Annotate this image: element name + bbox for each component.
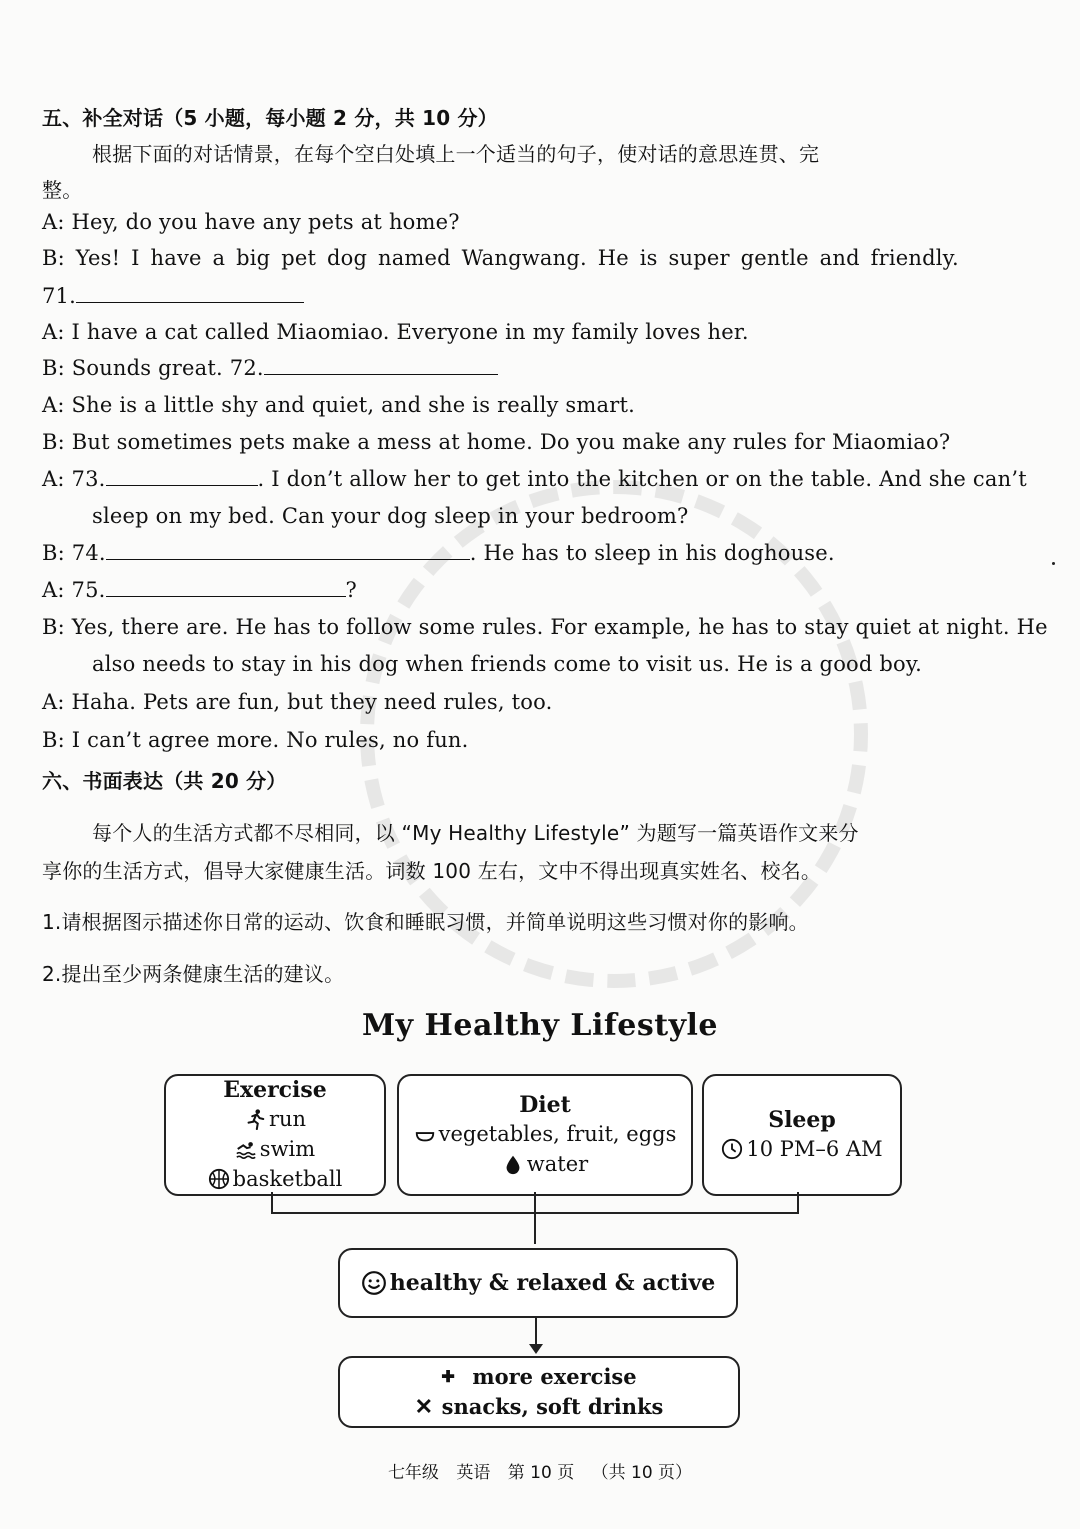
section6-heading: 六、书面表达（共 20 分） [42, 769, 287, 793]
blank-71-row [42, 284, 304, 308]
clock-icon [721, 1138, 743, 1160]
exercise-heading: Exercise [223, 1077, 327, 1103]
footer-subject: 英语 [456, 1463, 491, 1483]
exercise-box [164, 1074, 386, 1196]
water-drop-icon [502, 1153, 524, 1175]
section6-paragraph-1: 每个人的生活方式都不尽相同，以 “My Healthy Lifestyle” 为题写一篇英语作文来分 [92, 821, 859, 845]
connector-diet [534, 1192, 536, 1214]
diet-heading: Diet [519, 1092, 571, 1118]
requirement-1: 1.请根据图示描述你日常的运动、饮食和睡眠习惯，并简单说明这些习惯对你的影响。 [42, 910, 809, 934]
dialogue-line-2: B: Yes! I have a big pet dog named Wangwang. He is super gentle and friendly. [42, 246, 959, 270]
dialogue-line-8-rest: . I don’t allow her to get into the kitchen or on the table. And she can’t [257, 467, 1027, 491]
dialogue-line-14: A: Haha. Pets are fun, but they need rules, too. [42, 690, 553, 714]
advice-box [338, 1356, 740, 1428]
dialogue-line-15: B: I can’t agree more. No rules, no fun. [42, 728, 469, 752]
result-item [361, 1268, 716, 1298]
result-box [338, 1248, 738, 1318]
blank-75-number: A: 75. [42, 578, 106, 602]
exercise-basketball-label: basketball [232, 1167, 343, 1191]
dialogue-line-5: B: Sounds great. 72. [42, 356, 264, 380]
bowl-icon [414, 1123, 436, 1145]
exercise-swim-label: swim [259, 1137, 316, 1161]
advice-minus-item [415, 1392, 664, 1422]
diagram-title: My Healthy Lifestyle [361, 1008, 719, 1043]
plus-icon: ✚ [441, 1367, 455, 1386]
footer-grade: 七年级 [387, 1463, 439, 1483]
sleep-time-label: 10 PM–6 AM [746, 1137, 883, 1161]
blank-71-line[interactable] [76, 284, 304, 303]
page-footer [0, 1458, 1080, 1483]
blank-71-number: 71. [42, 284, 76, 308]
dialogue-line-13: also needs to stay in his dog when friends come to visit us. He is a good boy. [92, 652, 923, 676]
exercise-item-run [244, 1104, 306, 1134]
blank-74-line[interactable] [106, 541, 470, 560]
dialogue-line-12: B: Yes, there are. He has to follow some rules. For example, he has to stay quiet at night. He [42, 615, 1048, 639]
basketball-icon [208, 1168, 230, 1190]
advice-plus-item [441, 1362, 636, 1392]
blank-72-row [42, 356, 498, 380]
smiley-icon [361, 1270, 387, 1296]
dialogue-line-1: A: Hey, do you have any pets at home? [42, 210, 460, 234]
running-icon [244, 1108, 266, 1130]
connector-sleep [797, 1192, 799, 1214]
diet-box [397, 1074, 693, 1196]
connector-down-1 [534, 1212, 536, 1244]
advice-minus-label: snacks, soft drinks [441, 1394, 664, 1419]
diet-item-food [414, 1119, 677, 1149]
sleep-heading: Sleep [768, 1107, 836, 1133]
requirement-2: 2.提出至少两条健康生活的建议。 [42, 962, 345, 986]
dialogue-line-9: sleep on my bed. Can your dog sleep in your bedroom? [92, 504, 689, 528]
blank-74-row [42, 541, 835, 565]
sleep-item-time [721, 1134, 882, 1164]
swimming-icon [235, 1138, 257, 1160]
section5-instruction-2: 整。 [42, 178, 83, 202]
blank-74-number: B: 74. [42, 541, 106, 565]
exercise-item-swim [235, 1134, 315, 1164]
blank-73-row [42, 467, 1027, 491]
blank-75-line[interactable] [106, 578, 346, 597]
blank-75-question-mark: ? [345, 578, 357, 602]
blank-73-number: A: 73. [42, 467, 106, 491]
cross-icon: ✕ [414, 1394, 434, 1420]
advice-plus-label: more exercise [472, 1364, 637, 1389]
dialogue-line-7: B: But sometimes pets make a mess at home. Do you make any rules for Miaomiao? [42, 430, 951, 454]
diet-item-water [502, 1149, 588, 1179]
diet-water-label: water [526, 1152, 589, 1176]
dialogue-line-6: A: She is a little shy and quiet, and she is really smart. [42, 393, 635, 417]
dialogue-line-4: A: I have a cat called Miaomiao. Everyone in my family loves her. [42, 320, 749, 344]
dialogue-line-10-rest: . He has to sleep in his doghouse. [469, 541, 835, 565]
section5-heading: 五、补全对话（5 小题，每小题 2 分，共 10 分） [42, 106, 498, 130]
blank-73-line[interactable] [106, 467, 258, 486]
arrow-down-icon [529, 1344, 543, 1354]
connector-exercise [271, 1192, 273, 1214]
footer-total: （共 10 页） [591, 1463, 693, 1483]
footer-page: 第 10 页 [507, 1463, 575, 1483]
scan-speck [1052, 562, 1055, 565]
blank-75-row [42, 578, 357, 602]
result-label: healthy & relaxed & active [389, 1270, 716, 1296]
section5-instruction-1: 根据下面的对话情景，在每个空白处填上一个适当的句子，使对话的意思连贯、完 [92, 142, 820, 166]
exercise-item-basketball [208, 1164, 343, 1194]
section6-paragraph-2: 享你的生活方式，倡导大家健康生活。词数 100 左右，文中不得出现真实姓名、校名。 [42, 859, 822, 883]
exercise-run-label: run [268, 1107, 307, 1131]
sleep-box [702, 1074, 902, 1196]
diet-food-label: vegetables, fruit, eggs [438, 1122, 677, 1146]
blank-72-line[interactable] [264, 356, 498, 375]
